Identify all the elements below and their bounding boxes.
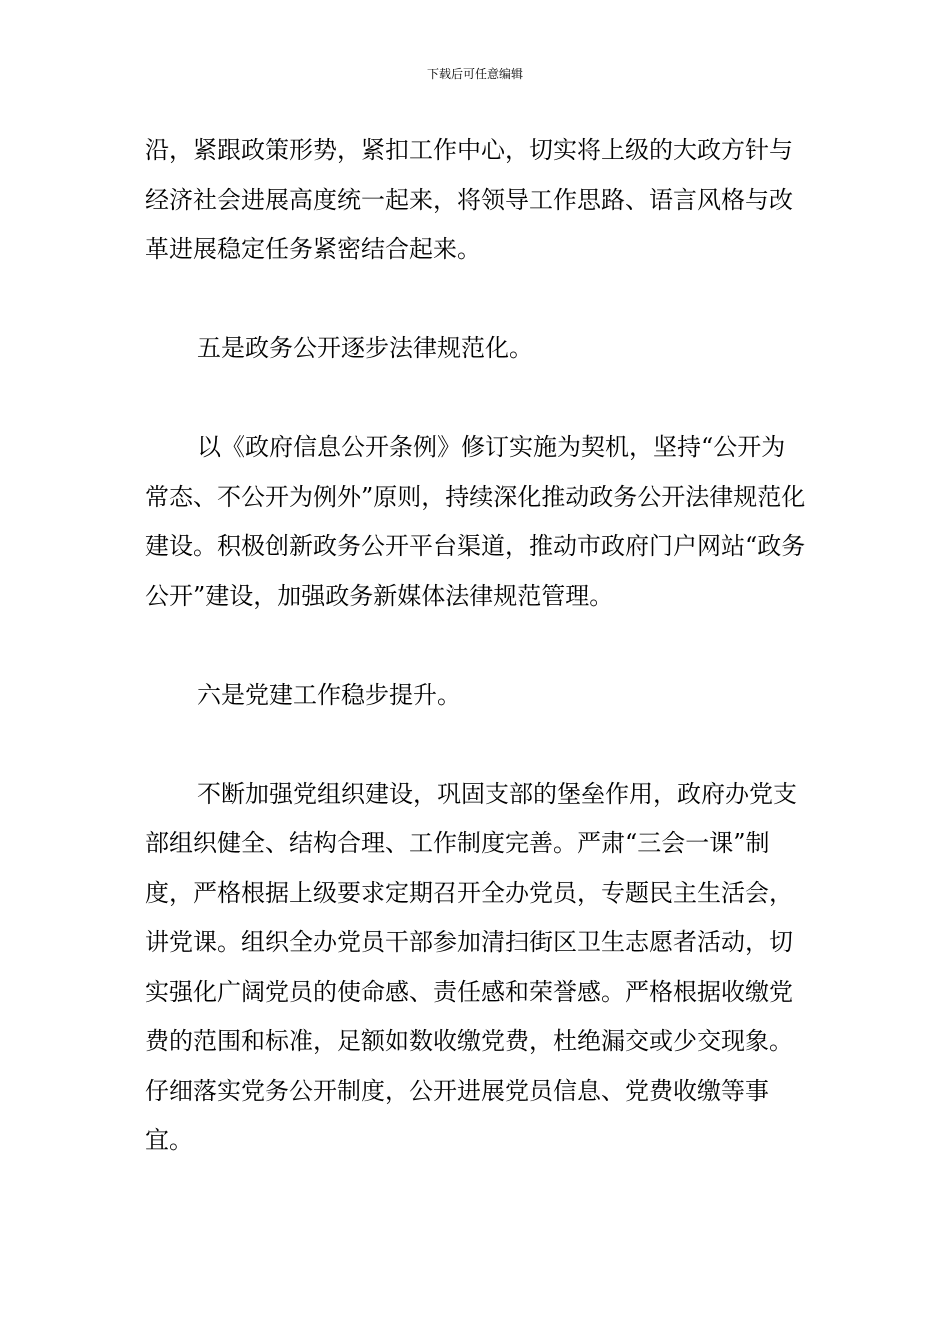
document-body bbox=[145, 126, 809, 1166]
paragraph-continuation: 沿，紧跟政策形势，紧扣工作中心，切实将上级的大政方针与经济社会进展高度统一起来，将领导工作思路、语言风格与改革进展稳定任务紧密结合起来。 bbox=[145, 136, 793, 263]
paragraph-open-government: 以《政府信息公开条例》修订实施为契机，坚持“公开为常态、不公开为例外”原则，持续深化推动政务公开法律规范化建设。积极创新政务公开平台渠道，推动市政府门户网站“政务公开”建设，加强政务新媒体法律规范管理。 bbox=[145, 433, 806, 610]
paragraph-party-building: 不断加强党组织建设，巩固支部的堡垒作用，政府办党支部组织健全、结构合理、工作制度完善。严肃“三会一课”制度，严格根据上级要求定期召开全办党员，专题民主生活会，讲党课。组织全办党员干部参加清扫街区卫生志愿者活动，切实强化广阔党员的使命感、责任感和荣誉感。严格根据收缴党费的范围和标准，足额如数收缴党费，杜绝漏交或少交现象。仔细落实党务公开制度，公开进展党员信息、党费收缴等事宜。 bbox=[145, 779, 797, 1154]
section-heading-six: 六是党建工作稳步提升。 bbox=[197, 680, 461, 709]
paragraph-gap bbox=[145, 374, 809, 424]
section-heading-five: 五是政务公开逐步法律规范化。 bbox=[197, 334, 533, 362]
paragraph-gap bbox=[145, 275, 809, 325]
page-header: 下载后可任意编辑 bbox=[426, 67, 523, 81]
paragraph-gap bbox=[145, 621, 809, 671]
paragraph-gap bbox=[145, 720, 809, 770]
